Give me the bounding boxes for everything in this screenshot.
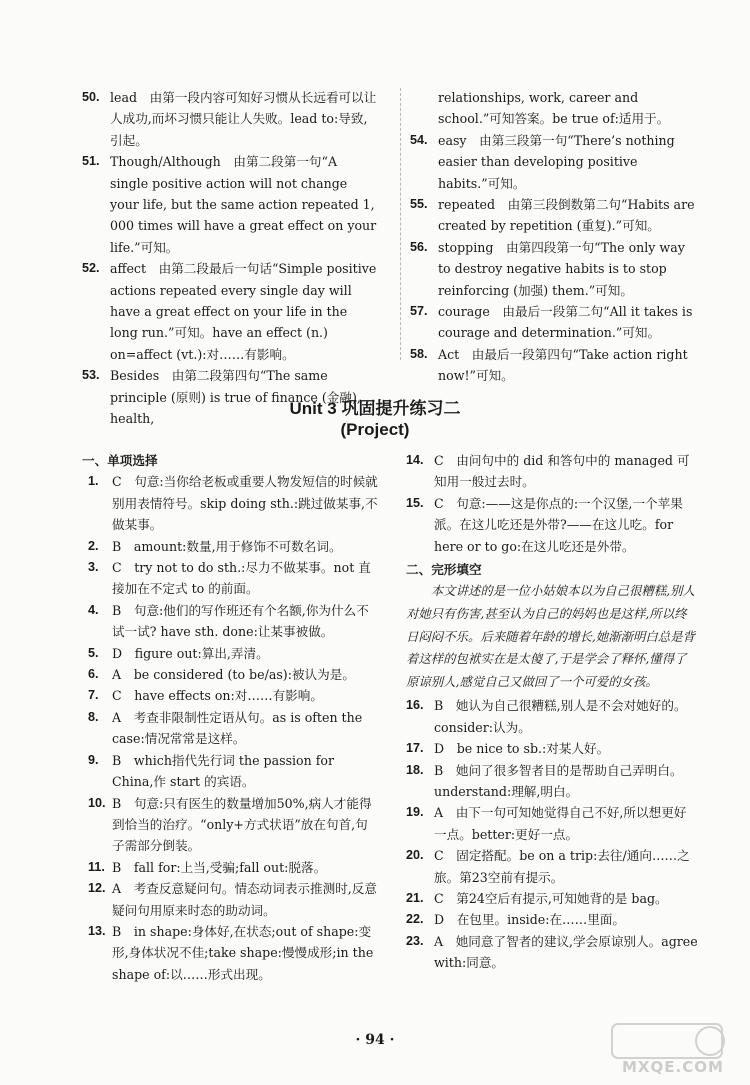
- answer-entry: [410, 87, 696, 130]
- answer-number: 51.: [82, 154, 100, 169]
- answer-entry: [410, 237, 696, 301]
- answer-number: 17.: [406, 741, 424, 756]
- answer-entry: [406, 909, 698, 930]
- answer-text: D 在包里。inside:在……里面。: [434, 912, 626, 928]
- answer-text: A 由下一句可知她觉得自己不好,所以想更好一点。better:更好一点。: [434, 805, 687, 842]
- answer-text: B fall for:上当,受骗;fall out:脱落。: [112, 859, 327, 875]
- answer-text: A 考查非限制性定语从句。as is often the case:情况常常是这样。: [112, 709, 363, 747]
- answer-text: Besides 由第二段第四句“The same principle (原则) is true of finance (金融), health,: [110, 368, 361, 427]
- answer-text: C 句意:当你给老板或重要人物发短信的时候就别用表情符号。skip doing sth.:跳过做某事,不做某事。: [112, 474, 378, 533]
- column-divider: [400, 88, 401, 360]
- answer-entry: [82, 793, 378, 857]
- answer-text: C 固定搭配。be on a trip:去往/通向……之旅。第23空前有提示。: [434, 848, 690, 885]
- answer-entry: [410, 194, 696, 237]
- answer-text: A 她同意了智者的建议,学会原谅别人。agree with:同意。: [434, 933, 698, 971]
- unit-title: Unit 3 巩固提升练习二: [289, 399, 461, 418]
- prev-answers-left: [82, 87, 378, 430]
- answer-number: 13.: [88, 923, 106, 938]
- answer-text: stopping 由第四段第一句“The only way to destroy negative habits is to stop reinforcing (加强) them.”可知。: [438, 239, 685, 298]
- prev-answers-right: [410, 87, 696, 387]
- answer-entry: [406, 888, 698, 909]
- section-title-single-choice: 一、单项选择: [82, 453, 158, 468]
- answer-entry: [82, 557, 378, 600]
- watermark-logo: [582, 1020, 742, 1078]
- answer-number: 50.: [82, 90, 100, 104]
- answer-number: 19.: [406, 805, 424, 820]
- answer-text: B in shape:身体好,在状态;out of shape:变形,身体状况不佳;take shape:慢慢成形;in the shape of:以……形式出现。: [112, 923, 374, 982]
- answer-number: 9.: [88, 752, 99, 767]
- watermark-text: MXQE.COM: [622, 1058, 724, 1076]
- answer-text: B which指代先行词 the passion for China,作 start 的宾语。: [112, 752, 335, 790]
- answer-text: affect 由第二段最后一句话“Simple positive actions repeated every single day will have a great effect on your life in the long run.”可知。have an effect (n.) on=affect (vt.):对……有影响。: [110, 261, 377, 362]
- answer-entry: [406, 802, 698, 845]
- answer-text: B 她认为自己很糟糕,别人是不会对她好的。consider:认为。: [434, 698, 687, 735]
- answer-text: B 她问了很多智者目的是帮助自己弄明白。understand:理解,明白。: [434, 762, 683, 800]
- answer-text: D figure out:算出,弄清。: [112, 645, 269, 661]
- answer-entry: [82, 536, 378, 557]
- answer-text: relationships, work, career and school.”可知答案。be true of:适用于。: [438, 90, 670, 127]
- answer-text: C 第24空后有提示,可知她背的是 bag。: [434, 891, 668, 907]
- answer-text: B 句意:他们的写作班还有个名额,你为什么不试一试? have sth. done:让某事被做。: [112, 602, 369, 640]
- answer-number: 5.: [88, 645, 99, 660]
- answer-number: 57.: [410, 304, 428, 319]
- mc-right-column: [406, 450, 698, 974]
- unit-subtitle: (Project): [340, 420, 410, 439]
- answer-text: A be considered (to be/as):被认为是。: [112, 667, 355, 683]
- answer-number: 16.: [406, 698, 424, 713]
- answer-text: B 句意:只有医生的数量增加50%,病人才能得到恰当的治疗。“only+方式状语”放在句首,句子需部分倒装。: [112, 795, 372, 854]
- answer-text: repeated 由第三段倒数第二句“Habits are created by repetition (重复).”可知。: [438, 197, 695, 234]
- answer-number: 52.: [82, 261, 100, 276]
- answer-entry: [82, 857, 378, 878]
- answer-entry: [406, 695, 698, 738]
- answer-number: 3.: [88, 560, 99, 575]
- answer-entry: [406, 760, 698, 803]
- answer-number: 11.: [88, 859, 105, 874]
- answer-entry: [406, 450, 698, 493]
- answer-number: 20.: [406, 848, 424, 863]
- answer-number: 56.: [410, 239, 428, 254]
- answer-number: 54.: [410, 132, 428, 147]
- answer-number: 18.: [406, 762, 424, 777]
- answer-number: 14.: [406, 453, 424, 467]
- answer-number: 53.: [82, 368, 100, 383]
- answer-number: 15.: [406, 495, 424, 510]
- answer-entry: [406, 931, 698, 974]
- answer-text: C 由问句中的 did 和答句中的 managed 可知用一般过去时。: [434, 453, 690, 490]
- answer-text: Though/Although 由第二段第一句“A single positive action will not change your life, but the same action repeated 1, 000 times will have a great effect on your life.”可知。: [110, 154, 377, 255]
- answer-entry: [406, 845, 698, 888]
- answer-entry: [82, 600, 378, 643]
- answer-entry: [82, 151, 378, 258]
- answer-text: D be nice to sb.:对某人好。: [434, 741, 610, 757]
- answer-entry: [410, 301, 696, 344]
- answer-number: 7.: [88, 688, 99, 703]
- answer-number: 55.: [410, 197, 428, 212]
- answer-entry: [82, 685, 378, 706]
- answer-number: 23.: [406, 933, 424, 948]
- answer-text: A 考查反意疑问句。情态动词表示推测时,反意疑问句用原来时态的助动词。: [112, 881, 377, 918]
- answer-number: 1.: [88, 474, 99, 489]
- answer-entry: [82, 664, 378, 685]
- answer-number: 2.: [88, 538, 99, 553]
- answer-entry: [410, 344, 696, 387]
- answer-number: 21.: [406, 891, 424, 906]
- answer-text: C try not to do sth.:尽力不做某事。not 直接加在不定式 to 的前面。: [112, 560, 371, 597]
- answer-number: 22.: [406, 912, 424, 927]
- answer-text: C have effects on:对……有影响。: [112, 688, 323, 704]
- answer-text: easy 由第三段第一句“There’s nothing easier than developing positive habits.”可知。: [438, 132, 675, 191]
- answer-text: C 句意:——这是你点的:一个汉堡,一个苹果派。在这儿吃还是外带?——在这儿吃。for here or to go:在这儿吃还是外带。: [434, 495, 683, 554]
- answer-number: 8.: [88, 709, 99, 724]
- answer-text: courage 由最后一段第二句“All it takes is courage and determination.”可知。: [438, 304, 693, 341]
- answer-text: Act 由最后一段第四句“Take action right now!”可知。: [438, 346, 688, 384]
- answer-number: 4.: [88, 602, 99, 617]
- answer-entry: [82, 750, 378, 793]
- answer-entry: [82, 878, 378, 921]
- page-number: · 94 ·: [355, 1032, 395, 1048]
- answer-entry: [82, 258, 378, 365]
- answer-entry: [82, 921, 378, 985]
- answer-number: 6.: [88, 667, 99, 682]
- answer-entry: [406, 738, 698, 759]
- cloze-summary: 本文讲述的是一位小姑娘本以为自己很糟糕,别人对她只有伤害,甚至认为自己的妈妈也是这样,所以终日闷闷不乐。后来随着年龄的增长,她渐渐明白总是背着这样的包袱实在是太傻了,于是学会了释怀,懂得了原谅别人,感觉自己又做回了一个可爱的女孩。: [406, 583, 695, 689]
- answer-entry: [82, 707, 378, 750]
- answer-entry: [410, 130, 696, 194]
- section-title-cloze: 二、完形填空: [406, 562, 482, 578]
- answer-entry: [82, 643, 378, 664]
- answer-text: B amount:数量,用于修饰不可数名词。: [112, 538, 342, 554]
- answer-entry: [82, 471, 378, 535]
- answer-number: 10.: [88, 795, 106, 810]
- answer-text: lead 由第一段内容可知好习惯从长远看可以让人成功,而坏习惯只能让人失败。lead to:导致,引起。: [110, 90, 377, 148]
- mc-left-column: [82, 450, 378, 985]
- answer-number: 12.: [88, 881, 106, 896]
- answer-entry: [82, 87, 378, 151]
- answer-entry: [406, 493, 698, 557]
- answer-number: 58.: [410, 346, 428, 361]
